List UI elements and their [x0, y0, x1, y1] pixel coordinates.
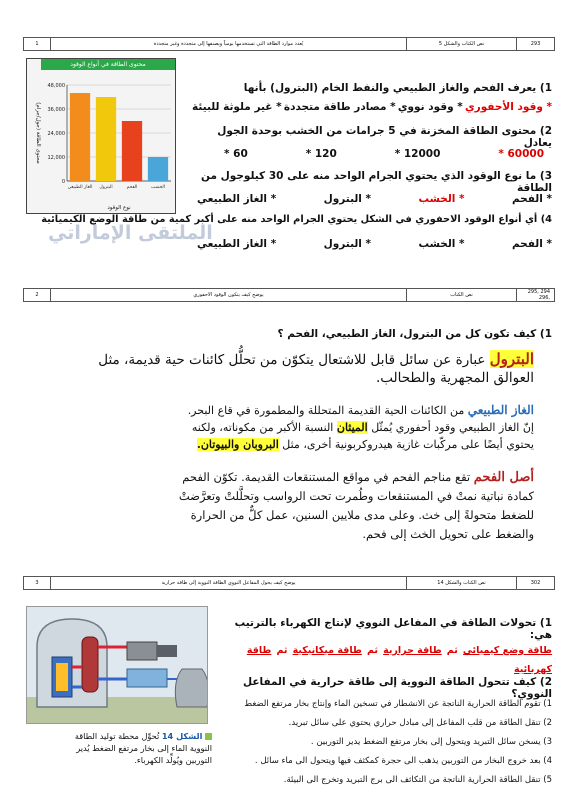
book-ref: نص الكتاب والشكل 5 [406, 38, 516, 50]
gas-text-2a: إنّ الغاز الطبيعي وقود أحفوري يُمثّل [371, 421, 534, 434]
section3-header [23, 576, 555, 590]
energy-chart [26, 58, 176, 214]
section2-header [23, 288, 555, 302]
bar [122, 121, 142, 181]
q1-option-3[interactable]: * مصادر طاقة متجددة [283, 101, 396, 113]
q4-option-3[interactable]: * البترول [323, 238, 372, 250]
q4-option-4[interactable]: * الغاز الطبيعي [197, 238, 277, 250]
q1-option-1[interactable]: * وقود الأحفوري [465, 101, 552, 113]
chain-item-1: طاقة وضع كيميائي [462, 645, 552, 656]
y-tick-label: 12,000 [47, 155, 65, 161]
book-ref: نص الكتاب والشكل 14 [406, 577, 516, 589]
figure-caption [22, 730, 212, 766]
step-item: 5) تنقل الطاقة الحرارية الناتجة من التكاثف الى برج التبريد وتخرج الى البيئة. [283, 775, 552, 785]
q4-option-2[interactable]: * الخشب [418, 238, 465, 250]
x-tick-label: الفحم [126, 185, 138, 190]
step-item: 1) تقوم الطاقة الحرارية الناتجة عن الانشطار في تسخين الماء وإنتاج بخار مرتفع الضغط [244, 699, 552, 709]
gas-propane-butane: البروبان والبيوتان. [196, 438, 279, 451]
chain-then-2: ثم [366, 645, 378, 656]
y-tick-label: 48,000 [47, 83, 65, 89]
x-tick-label: البترول [99, 185, 113, 190]
q2-option-2[interactable]: 12000 * [394, 148, 441, 160]
chain-item-2: طاقة حرارية [383, 645, 442, 656]
section1-header [23, 37, 555, 51]
watermark: الملتقى الإماراتي [48, 222, 213, 244]
gas-methane: الميثان [336, 421, 368, 434]
q2-option-1[interactable]: 60000 * [498, 148, 544, 160]
gas-term: الغاز الطبيعي [467, 403, 534, 417]
objective-text: يوضح كيف يتكون الوقود الاحفوري [50, 289, 406, 301]
s3-q2: 2) كيف تتحول الطاقة النووية إلى طاقة حرارية في المفاعل النووي؟ [242, 676, 552, 700]
chain-item-3: طاقة ميكانيكية [292, 645, 362, 656]
coal-text-3: للضغط متحولةً إلى خث. وعلى مدى ملايين السنين، عمل كلٌّ من الحرارة [190, 508, 534, 522]
gas-text-1: من الكائنات الحية القديمة المتحللة والمطمورة في قاع البحر. [187, 404, 465, 417]
page-ref: 302 [516, 577, 554, 589]
q1-options [192, 101, 552, 113]
q2-options [224, 148, 544, 160]
chart-svg [27, 59, 175, 213]
q3-options [197, 193, 552, 205]
petrol-paragraph [94, 350, 534, 387]
x-tick-label: الغاز الطبيعي [67, 185, 93, 190]
q3-text: 3) ما نوع الوقود الذي يحتوي الجرام الواحد منه على 30 كيلوجول من الطاقة [201, 170, 552, 194]
petrol-term: البترول [489, 350, 534, 368]
chain-item-4: طاقة كهربائية [246, 645, 552, 675]
coal-text-2: كمادة نباتية نمتْ في المستنقعات وطُمرت تحت الرواسب وتحلَّلتْ وتعرَّضتْ [178, 489, 534, 503]
q3-option-4[interactable]: * الغاز الطبيعي [197, 193, 277, 205]
coal-text-1: تقع مناجم الفحم في مواقع المستنقعات القديمة. تكوّن الفحم [182, 470, 471, 484]
bar [96, 97, 116, 181]
y-axis-label: محتوى الطاقة (جول/جرام) [35, 102, 41, 164]
steps-list [212, 697, 552, 787]
q3-option-2[interactable]: * الخشب [418, 193, 465, 205]
q1-option-4[interactable]: * غير ملوثة للبيئة [192, 101, 282, 113]
step-item: 4) بعد خروج البخار من التوربين يذهب الى حجرة كمكثف فيها ويتحول الى ماء سائل . [254, 756, 552, 766]
x-tick-label: الخشب [151, 185, 165, 190]
objective-num: 3 [35, 580, 39, 586]
caption-text-2: النووية الماء إلى بخار مرتفع الضغط يُدير [76, 743, 212, 753]
q4-option-1[interactable]: * الفحم [511, 238, 552, 250]
q4-text: 4) أي أنواع الوقود الاحفوري في الشكل يحتوي الجرام الواحد منه على أكبر كمية من طاقة الوضع الكيميائية [41, 214, 552, 225]
y-tick-label: 24,000 [47, 131, 65, 137]
caption-text-3: التوربين ويُولِّد الكهرباء. [134, 755, 212, 765]
caption-text-1: تُحوِّل محطة توليد الطاقة [74, 731, 160, 741]
y-tick-label: 0 [61, 179, 65, 185]
q1-option-2[interactable]: * وقود نووي [397, 101, 463, 113]
book-ref: نص الكتاب [406, 289, 516, 301]
gas-text-3a: يحتوي أيضًا على مركّبات غازية هيدروكربونية أخرى، مثل [282, 438, 534, 451]
q2-option-3[interactable]: 120 * [305, 148, 337, 160]
x-axis-label: نوع الوقود [107, 205, 131, 211]
energy-chain [212, 638, 552, 676]
coal-paragraph [94, 468, 534, 544]
objective-num: 2 [35, 292, 39, 298]
q3-option-1[interactable]: * الفحم [511, 193, 552, 205]
bar [70, 93, 90, 181]
gas-text-2c: النسبة الأكبر من مكوناته، ولكنه [191, 421, 334, 434]
caption-label: الشكل 14 [161, 731, 203, 741]
step-item: 2) تنقل الطاقة من قلب المفاعل إلى مبادل حراري يحتوي على سائل تبريد. [288, 718, 552, 728]
caption-square-icon [205, 733, 212, 740]
objective-text: يوضح كيف يحول المفاعل النووي الطاقة النووية إلى طاقة حرارية [50, 577, 406, 589]
q2-option-4[interactable]: 60 * [224, 148, 248, 160]
q1-text: 1) يعرف الفحم والغاز الطبيعي والنفط الخام (البترول) بأنها [243, 82, 552, 94]
coal-text-4: والضغط على تحويل الخث إلى فحم. [362, 527, 534, 541]
s2-question: 1) كيف تكون كل من البترول، الغاز الطبيعي، الفحم ؟ [277, 328, 552, 340]
step-item: 3) يسخن سائل التبريد ويتحول إلى بخار مرتفع الضغط يدير التوربين . [310, 737, 552, 747]
bar [148, 157, 168, 181]
q3-option-3[interactable]: * البترول [323, 193, 372, 205]
page-ref: 294 ,295 ,296 [516, 289, 554, 301]
reactor-svg [27, 607, 208, 724]
y-tick-label: 36,000 [47, 107, 65, 113]
q4-options [197, 238, 552, 250]
s3-q1: 1) تحولات الطاقة في المفاعل النووي لإنتاج الكهرباء بالترتيب هي: [234, 617, 552, 641]
chain-then-1: ثم [446, 645, 458, 656]
reactor-diagram [26, 606, 208, 724]
chart-title: محتوى الطاقة في أنواع الوقود [41, 59, 175, 70]
page-ref: 293 [516, 38, 554, 50]
gas-paragraph [94, 402, 534, 453]
coal-term: أصل الفحم [473, 470, 534, 485]
q2-text: 2) محتوى الطاقة المخزنة في 5 جرامات من الخشب بوحدة الجول يعادل [217, 125, 552, 149]
objective-num: 1 [35, 41, 39, 47]
objective-text: يُعدد موارد الطاقة التي تستخدمها يومياً ويصنفها إلى متجددة وغير متجددة [50, 38, 406, 50]
chain-then-3: ثم [276, 645, 288, 656]
petrol-text: عبارة عن سائل قابل للاشتعال يتكوّن من تحلُّل كائنات حية قديمة، مثل العوالق المجهرية والطحالب. [98, 352, 534, 386]
